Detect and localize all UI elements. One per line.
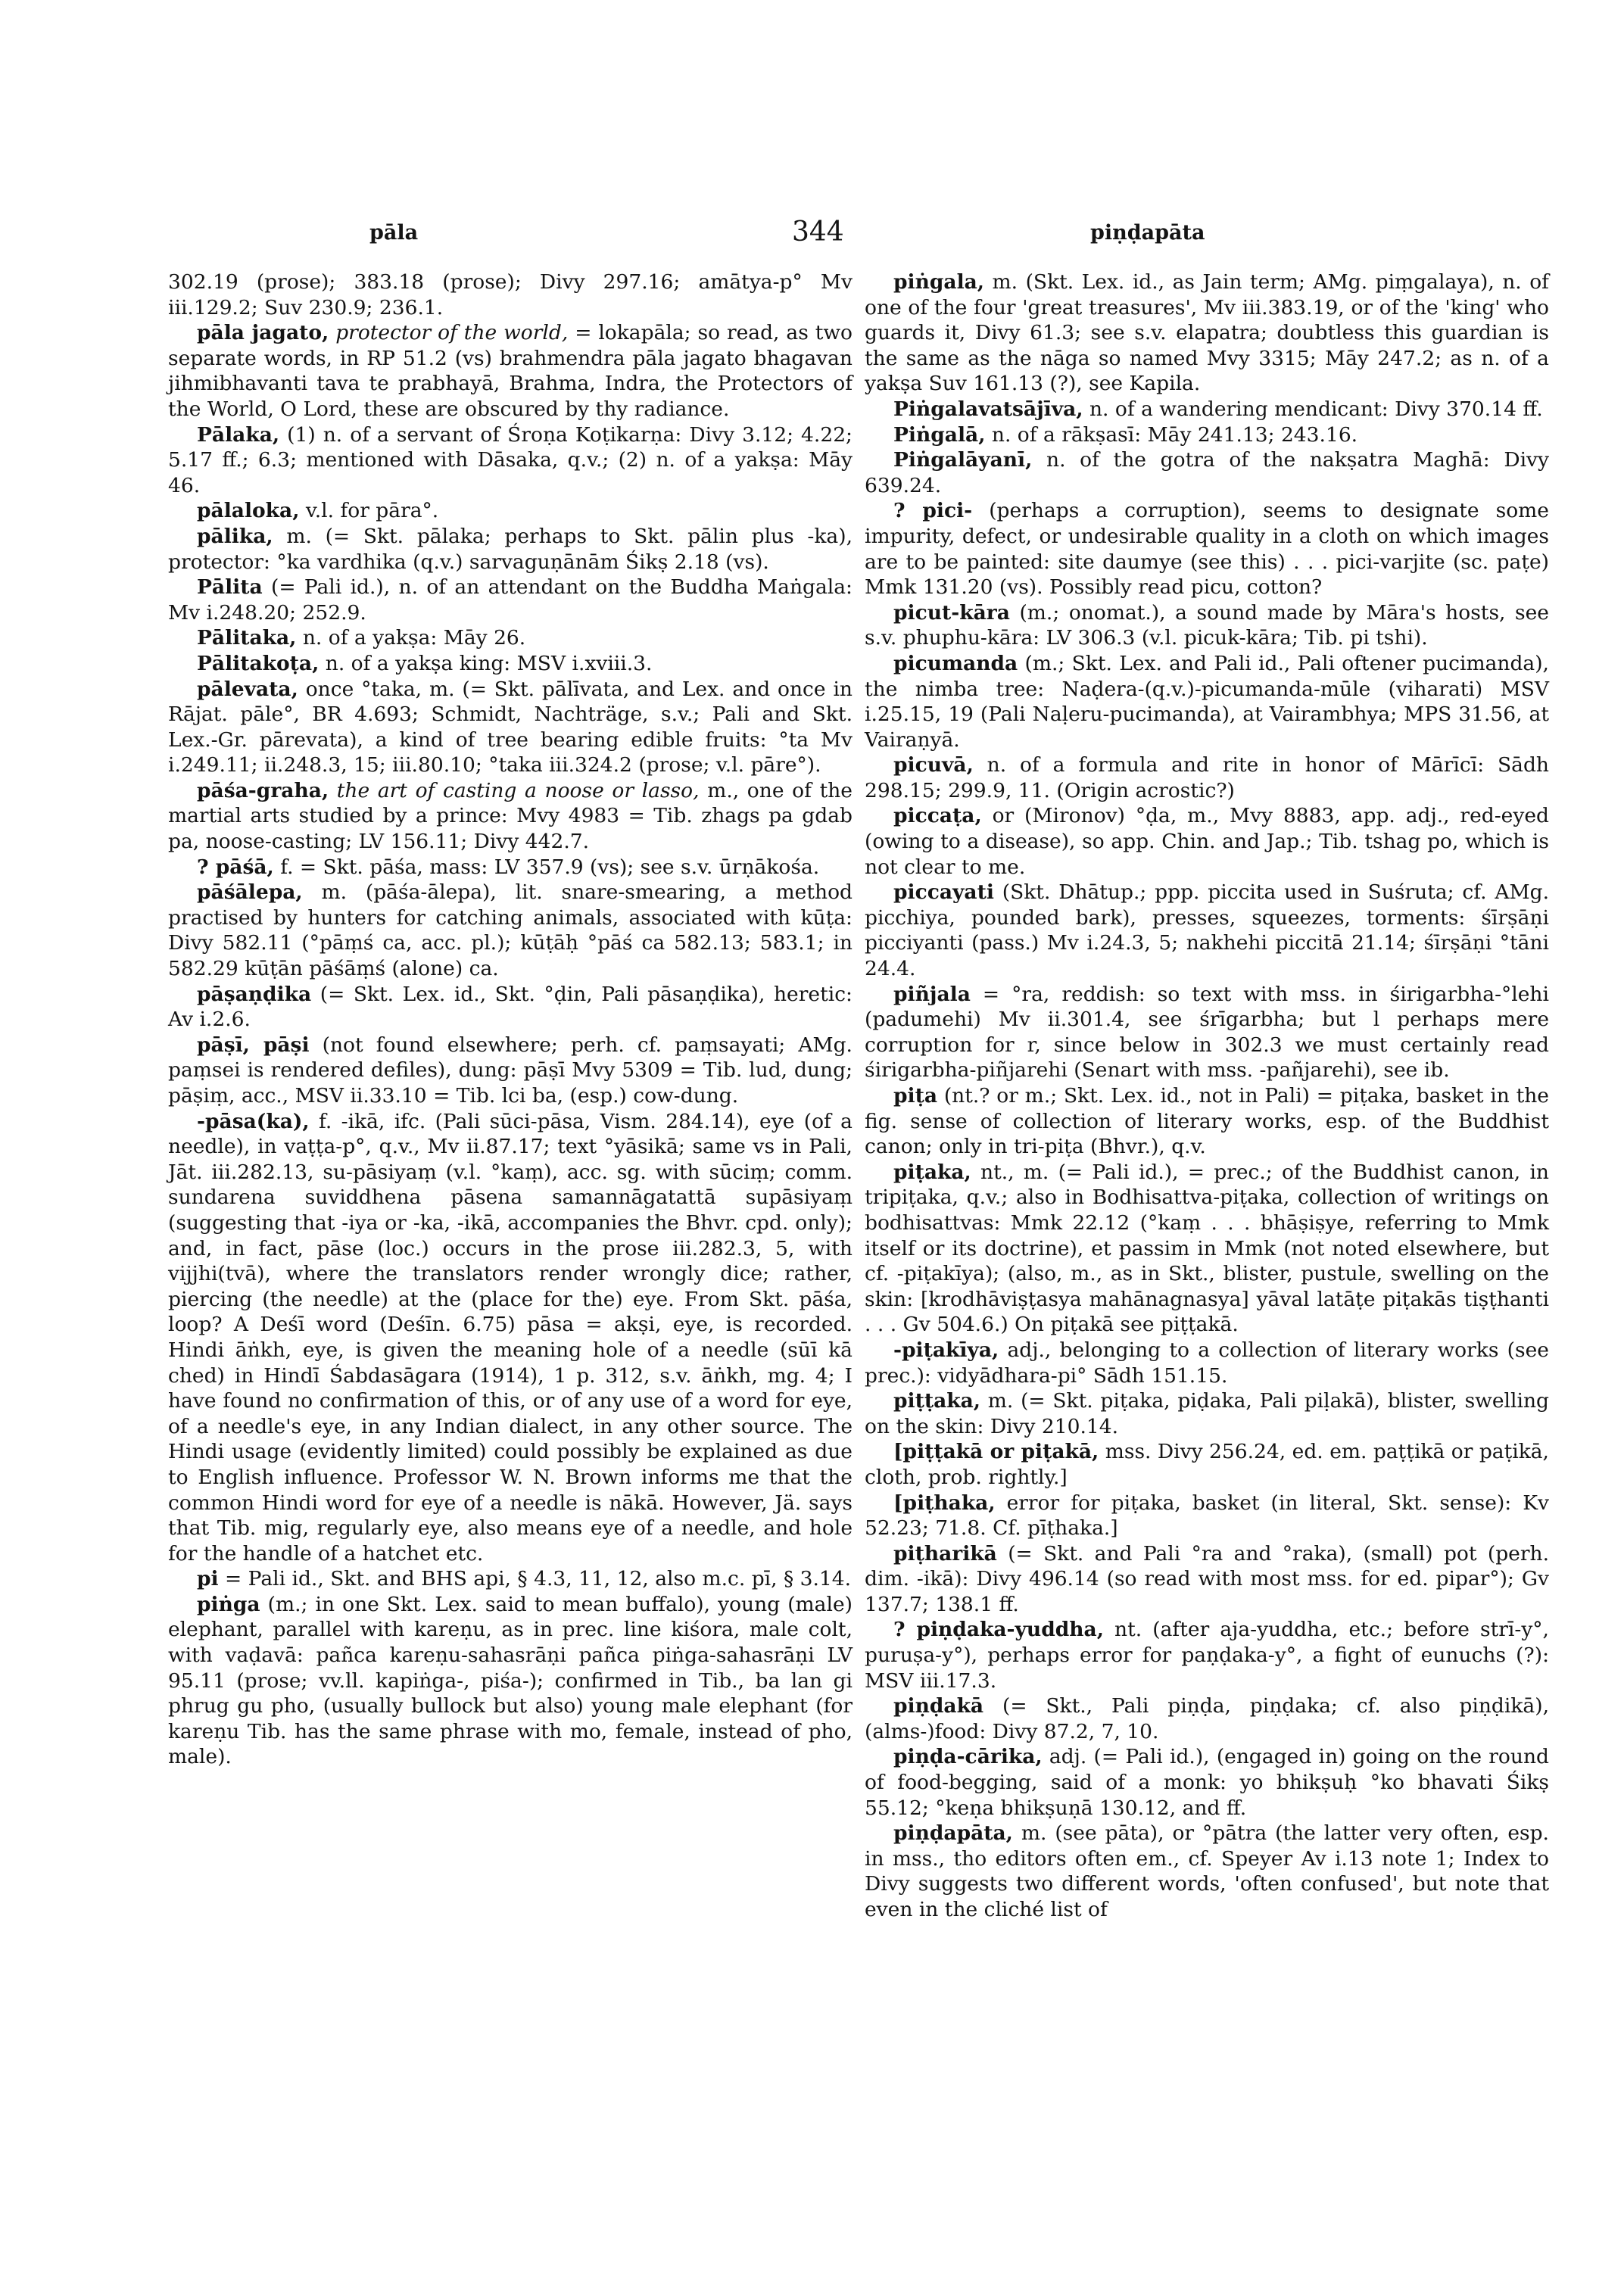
entry-text: = lokapāla; so read, as two separate words, in RP 51.2 (vs) brahmendra pāla jagato bhagavan jihmibhavanti tava te prabhayā, Brahma, Indra, the Protectors of the World, O Lord, these are obscured by thy radiance. <box>168 321 853 421</box>
headword: pāla jagato, <box>197 321 329 345</box>
entry-text: error for piṭaka, basket (in literal, Skt. sense): Kv 52.23; 71.8. Cf. pīṭhaka.] <box>865 1491 1549 1541</box>
dictionary-entry <box>865 600 1549 651</box>
headword: picumanda <box>893 651 1018 675</box>
headword: piṭṭaka, <box>893 1389 981 1413</box>
entry-text: n. of a yakṣa king: MSV i.xviii.3. <box>325 651 653 675</box>
dictionary-entry <box>865 803 1549 880</box>
dictionary-entry <box>865 752 1549 803</box>
headword: pāśālepa, <box>197 880 303 905</box>
entry-text: (m.; Skt. Lex. and Pali id., Pali oftener pucimanda), the nimba tree: Naḍera-(q.v.)-picumanda-mūle (viharati) MSV i.25.15, 19 (Pali Naḷeru-pucimanda), at Vairambhya; MPS 31.56, at Vairaṇyā. <box>865 651 1549 752</box>
entry-text: mss. Divy 256.24, ed. em. paṭṭikā or paṭikā, cloth, prob. rightly.] <box>865 1440 1549 1489</box>
dictionary-entry <box>865 447 1549 498</box>
headword: piṅga <box>197 1592 260 1616</box>
headword: -piṭakīya, <box>893 1338 999 1362</box>
entry-text: = Pali id., Skt. and BHS api, § 4.3, 11, 12, also m.c. pī, § 3.14. <box>225 1567 852 1591</box>
headword: Pālita <box>197 575 263 600</box>
headword: [piṭhaka, <box>893 1491 996 1515</box>
dictionary-entry <box>865 1160 1549 1338</box>
entry-text: (= Skt. and Pali °ra and °raka), (small) pot (perh. dim. -ikā): Divy 496.14 (so read with most mss. for ed. pipar°); Gv 137.7; 138.1 ff. <box>865 1541 1549 1616</box>
entry-text: nt., m. (= Pali id.), = prec.; of the Buddhist canon, in tripiṭaka, q.v.; also in Bodhisattva-piṭaka, collection of writings on bodhisattvas: Mmk 22.12 (°kaṃ . . . bhāṣiṣye, referring to Mmk itself or its doctrine), et passim in Mmk (not noted elsewhere, but cf. -piṭakīya); (also, m., as in Skt., blister, pustule, swelling on the skin: [krodhāviṣṭasya mahānagnasya] yāval latāṭe piṭakās tiṣṭhanti . . . Gv 504.6.) On piṭakā see piṭṭakā. <box>865 1160 1549 1337</box>
dictionary-entry <box>865 1744 1549 1821</box>
headword: piṇḍakā <box>893 1694 984 1718</box>
entry-text: m. (Skt. Lex. id., as Jain term; AMg. piṃgalaya), n. of one of the four 'great treasures', Mv iii.383.19, or of the 'king' who guards it, Divy 61.3; see s.v. elapatra; doubtless this guardian is the same as the nāga so named Mvy 3315; Māy 247.2; as n. of a yakṣa Suv 161.13 (?), see Kapila. <box>865 270 1549 396</box>
entry-text: n. of the gotra of the nakṣatra Maghā: Divy 639.24. <box>865 448 1549 497</box>
entry-text: n. of a formula and rite in honor of Mārīcī: Sādh 298.15; 299.9, 11. (Origin acrostic?) <box>865 753 1549 802</box>
dictionary-entry <box>865 1083 1549 1160</box>
dictionary-entry <box>865 1491 1549 1541</box>
headword: piṭa <box>893 1084 938 1108</box>
entry-text: (perhaps a corruption), seems to designate some impurity, defect, or undesirable quality in a cloth on which images are to be painted: site daumye (see this) . . . pici-varjite (sc. paṭe) Mmk 131.20 (vs). Possibly read picu, cotton? <box>865 499 1549 600</box>
dictionary-entry <box>168 1566 853 1592</box>
entry-text: (= Skt., Pali piṇḍa, piṇḍaka; cf. also piṇḍikā), (alms-)food: Divy 87.2, 7, 10. <box>865 1694 1549 1743</box>
dictionary-entry <box>865 422 1549 448</box>
dictionary-entry <box>168 575 853 625</box>
left-column <box>168 269 853 1770</box>
headword: piṇḍapāta, <box>893 1821 1013 1846</box>
dictionary-entry <box>865 1388 1549 1439</box>
entry-text: n. of a yakṣa: Māy 26. <box>302 626 526 650</box>
headword: Piṅgalavatsājīva, <box>893 397 1083 421</box>
headword: pālevata, <box>197 677 298 701</box>
headword: Piṅgalā, <box>893 422 986 447</box>
entry-text: n. of a rākṣasī: Māy 241.13; 243.16. <box>991 422 1358 447</box>
headword: Pālitaka, <box>197 626 297 650</box>
entry-text: v.l. for pāra°. <box>305 499 439 523</box>
dictionary-entry <box>865 982 1549 1083</box>
dictionary-entry <box>865 1338 1549 1388</box>
dictionary-entry <box>168 1109 853 1567</box>
entry-text: (= Pali id.), n. of an attendant on the Buddha Maṅgala: Mv i.248.20; 252.9. <box>168 575 853 625</box>
entry-text: (Skt. Dhātup.; ppp. piccita used in Suśruta; cf. AMg. picchiya, pounded bark), presses, squeezes, torments: śīrṣāṇi picciyanti (pass.) Mv i.24.3, 5; nakhehi piccitā 21.14; śīrṣāṇi °tāni 24.4. <box>865 880 1549 981</box>
headword: Pālaka, <box>197 422 280 447</box>
headword: ? pāśā, <box>197 855 274 879</box>
dictionary-entry <box>168 1592 853 1770</box>
entry-text: or (Mironov) °ḍa, m., Mvy 8883, app. adj., red-eyed (owing to a disease), so app. Chin. and Jap.; Tib. tshag po, which is not clear to me. <box>865 804 1549 879</box>
entry-text: (m.; in one Skt. Lex. said to mean buffalo), young (male) elephant, parallel with kareṇu, as in prec. line kiśora, male colt, with vaḍavā: pañca kareṇu-sahasrāṇi pañca piṅga-sahasrāṇi LV 95.11 (prose; vv.ll. kapiṅga-, piśa-); confirmed in Tib., ba lan gi phrug gu pho, (usually bullock but also) young male elephant (for kareṇu Tib. has the same phrase with mo, female, instead of pho, male). <box>168 1592 853 1769</box>
entry-text: 302.19 (prose); 383.18 (prose); Divy 297.16; amātya-p° Mv iii.129.2; Suv 230.9; 236.1. <box>168 270 853 319</box>
dictionary-entry <box>865 1541 1549 1618</box>
dictionary-entry <box>168 320 853 422</box>
headword: pāṣaṇḍika <box>197 982 312 1006</box>
dictionary-entry <box>168 778 853 855</box>
headword: ? pici- <box>893 499 973 523</box>
entry-text: m. (= Skt. pālaka; perhaps to Skt. pālin plus -ka), protector: °ka vardhika (q.v.) sarvaguṇānām Śikṣ 2.18 (vs). <box>168 524 853 574</box>
headword: pālaloka, <box>197 499 300 523</box>
entry-text: m. (= Skt. piṭaka, piḍaka, Pali piḷakā), blister, swelling on the skin: Divy 210.14. <box>865 1389 1549 1438</box>
dictionary-entry <box>168 422 853 499</box>
headword: piṅgala, <box>893 270 985 294</box>
dictionary-entry <box>865 498 1549 600</box>
entry-text: f. -ikā, ifc. (Pali sūci-pāsa, Vism. 284.14), eye (of a needle), in vaṭṭa-p°, q.v., Mv ii.87.17; text °yāsikā; same vs in Pali, Jāt. iii.282.13, su-pāsiyaṃ (v.l. °kaṃ), acc. sg. with sūciṃ; comm. sundarena suviddhena pāsena samannāgatattā supāsiyaṃ (suggesting that -iya or -ka, -ikā, accompanies the Bhvr. cpd. only); and, in fact, pāse (loc.) occurs in the prose iii.282.3, 5, with vijjhi(tvā), where the translators render wrongly dice; rather, piercing (the needle) at the (place for the) eye. From Skt. pāśa, loop? A Deśī word (Deśīn. 6.75) pāsa = akṣi, eye, is recorded. Hindi āṅkh, eye, is given the meaning hole of a needle (sūī kā ched) in Hindī Śabdasāgara (1914), 1 p. 312, s.v. āṅkh, mg. 4; I have found no confirmation of this, or of any use of a word for eye, of a needle's eye, in any Indian dialect, in any other source. The Hindi usage (evidently limited) could possibly be explained as due to English influence. Professor W. N. Brown informs me that the common Hindi word for eye of a needle is nākā. However, Jä. says that Tib. mig, regularly eye, also means eye of a needle, and hole for the handle of a hatchet etc. <box>168 1109 853 1566</box>
dictionary-entry <box>168 524 853 575</box>
definition-gloss: the art of casting a noose or lasso, <box>336 778 700 802</box>
entry-text: m., one of the martial arts studied by a prince: Mvy 4983 = Tib. zhags pa gdab pa, noose-casting; LV 156.11; Divy 442.7. <box>168 778 853 854</box>
headword: pāṣī, pāṣi <box>197 1033 310 1057</box>
headword: Pālitakoṭa, <box>197 651 320 675</box>
entry-text: n. of a wandering mendicant: Divy 370.14 ff. <box>1089 397 1543 421</box>
headword: [piṭṭakā or piṭakā, <box>893 1440 1099 1464</box>
entry-text: m. (pāśa-ālepa), lit. snare-smearing, a method practised by hunters for catching animals, associated with kūṭa: Divy 582.11 (°pāṃś ca, acc. pl.); kūṭāḥ °pāś ca 582.13; 583.1; in 582.29 kūṭān pāśāṃś (alone) ca. <box>168 880 853 981</box>
running-head-left: pāla <box>369 221 419 245</box>
page-number: 344 <box>792 217 844 248</box>
headword: piṭaka, <box>893 1160 971 1184</box>
entry-text: (= Skt. Lex. id., Skt. °ḍin, Pali pāsaṇḍika), heretic: Av i.2.6. <box>168 982 853 1032</box>
entry-text: (1) n. of a servant of Śroṇa Koṭikarṇa: Divy 3.12; 4.22; 5.17 ff.; 6.3; mentioned with Dāsaka, q.v.; (2) n. of a yakṣa: Māy 46. <box>168 422 853 497</box>
entry-text: = °ra, reddish: so text with mss. in śirigarbha-°lehi (padumehi) Mv ii.301.4, see śrīgarbha; but l perhaps mere corruption for r, since below in 302.3 we must certainly read śirigarbha-piñjarehi (Senart with mss. -pañjarehi), see ib. <box>865 982 1549 1083</box>
entry-text: nt. (after aja-yuddha, etc.; before strī-y°, puruṣa-y°), perhaps error for paṇḍaka-y°, a fight of eunuchs (?): MSV iii.17.3. <box>865 1618 1549 1693</box>
running-head-right: piṇḍapāta <box>1090 221 1205 245</box>
headword: piccaṭa, <box>893 804 982 828</box>
entry-text: (m.; onomat.), a sound made by Māra's hosts, see s.v. phuphu-kāra: LV 306.3 (v.l. picuk-kāra; Tib. pi tshi). <box>865 600 1549 650</box>
entry-text: (not found elsewhere; perh. cf. paṃsayati; AMg. paṃsei is rendered defiles), dung: pāṣī Mvy 5309 = Tib. lud, dung; pāṣiṃ, acc., MSV ii.33.10 = Tib. lci ba, (esp.) cow-dung. <box>168 1033 853 1108</box>
entry-text: m. (see pāta), or °pātra (the latter very often, esp. in mss., tho editors often em., cf. Speyer Av i.13 note 1; Index to Divy suggests two different words, 'often confused', but note that even in the cliché list of <box>865 1821 1549 1921</box>
definition-gloss: protector of the world, <box>335 321 569 345</box>
headword: piñjala <box>893 982 971 1006</box>
dictionary-entry <box>865 880 1549 981</box>
dictionary-entry <box>865 651 1549 752</box>
dictionary-entry <box>865 397 1549 422</box>
headword: pi <box>197 1567 219 1591</box>
entry-text: (nt.? or m.; Skt. Lex. id., not in Pali) = piṭaka, basket in the fig. sense of collection of literary works, esp. of the Buddhist canon; only in tri-piṭa (Bhvr.), q.v. <box>865 1084 1549 1159</box>
entry-text: once °taka, m. (= Skt. pālīvata, and Lex. and once in Rājat. pāle°, BR 4.693; Schmidt, Nachträge, s.v.; Pali and Skt. Lex.-Gr. pārevata), a kind of tree bearing edible fruits: °ta Mv i.249.11; ii.248.3, 15; iii.80.10; °taka iii.324.2 (prose; v.l. pāre°). <box>168 677 853 777</box>
dictionary-entry <box>865 269 1549 397</box>
dictionary-entry <box>168 855 853 880</box>
headword: piṭharikā <box>893 1541 997 1566</box>
right-column <box>865 269 1549 1923</box>
headword: piṇḍa-cārika, <box>893 1745 1043 1769</box>
entry-text: adj., belonging to a collection of literary works (see prec.): vidyādhara-pi° Sādh 151.15. <box>865 1338 1549 1388</box>
dictionary-entry <box>865 1617 1549 1693</box>
dictionary-entry <box>865 1821 1549 1922</box>
headword: -pāsa(ka), <box>197 1109 310 1133</box>
dictionary-entry <box>168 651 853 677</box>
dictionary-entry <box>168 880 853 981</box>
dictionary-entry <box>168 625 853 651</box>
headword: pālika, <box>197 524 273 548</box>
entry-text: f. = Skt. pāśa, mass: LV 357.9 (vs); see s.v. ūrṇākośa. <box>280 855 820 879</box>
headword: pāśa-graha, <box>197 778 329 802</box>
dictionary-entry <box>168 498 853 524</box>
headword: ? piṇḍaka-yuddha, <box>893 1618 1104 1642</box>
headword: piccayati <box>893 880 994 905</box>
entry-text: adj. (= Pali id.), (engaged in) going on the round of food-begging, said of a monk: yo bhikṣuḥ °ko bhavati Śikṣ 55.12; °keṇa bhikṣuṇā 130.12, and ff. <box>865 1745 1549 1820</box>
headword: Piṅgalāyanī, <box>893 448 1033 472</box>
dictionary-entry <box>168 677 853 778</box>
dictionary-entry <box>168 269 853 320</box>
headword: picuvā, <box>893 753 974 777</box>
headword: picut-kāra <box>893 600 1010 625</box>
dictionary-entry <box>865 1693 1549 1744</box>
dictionary-entry <box>865 1439 1549 1490</box>
dictionary-entry <box>168 982 853 1033</box>
dictionary-entry <box>168 1033 853 1109</box>
